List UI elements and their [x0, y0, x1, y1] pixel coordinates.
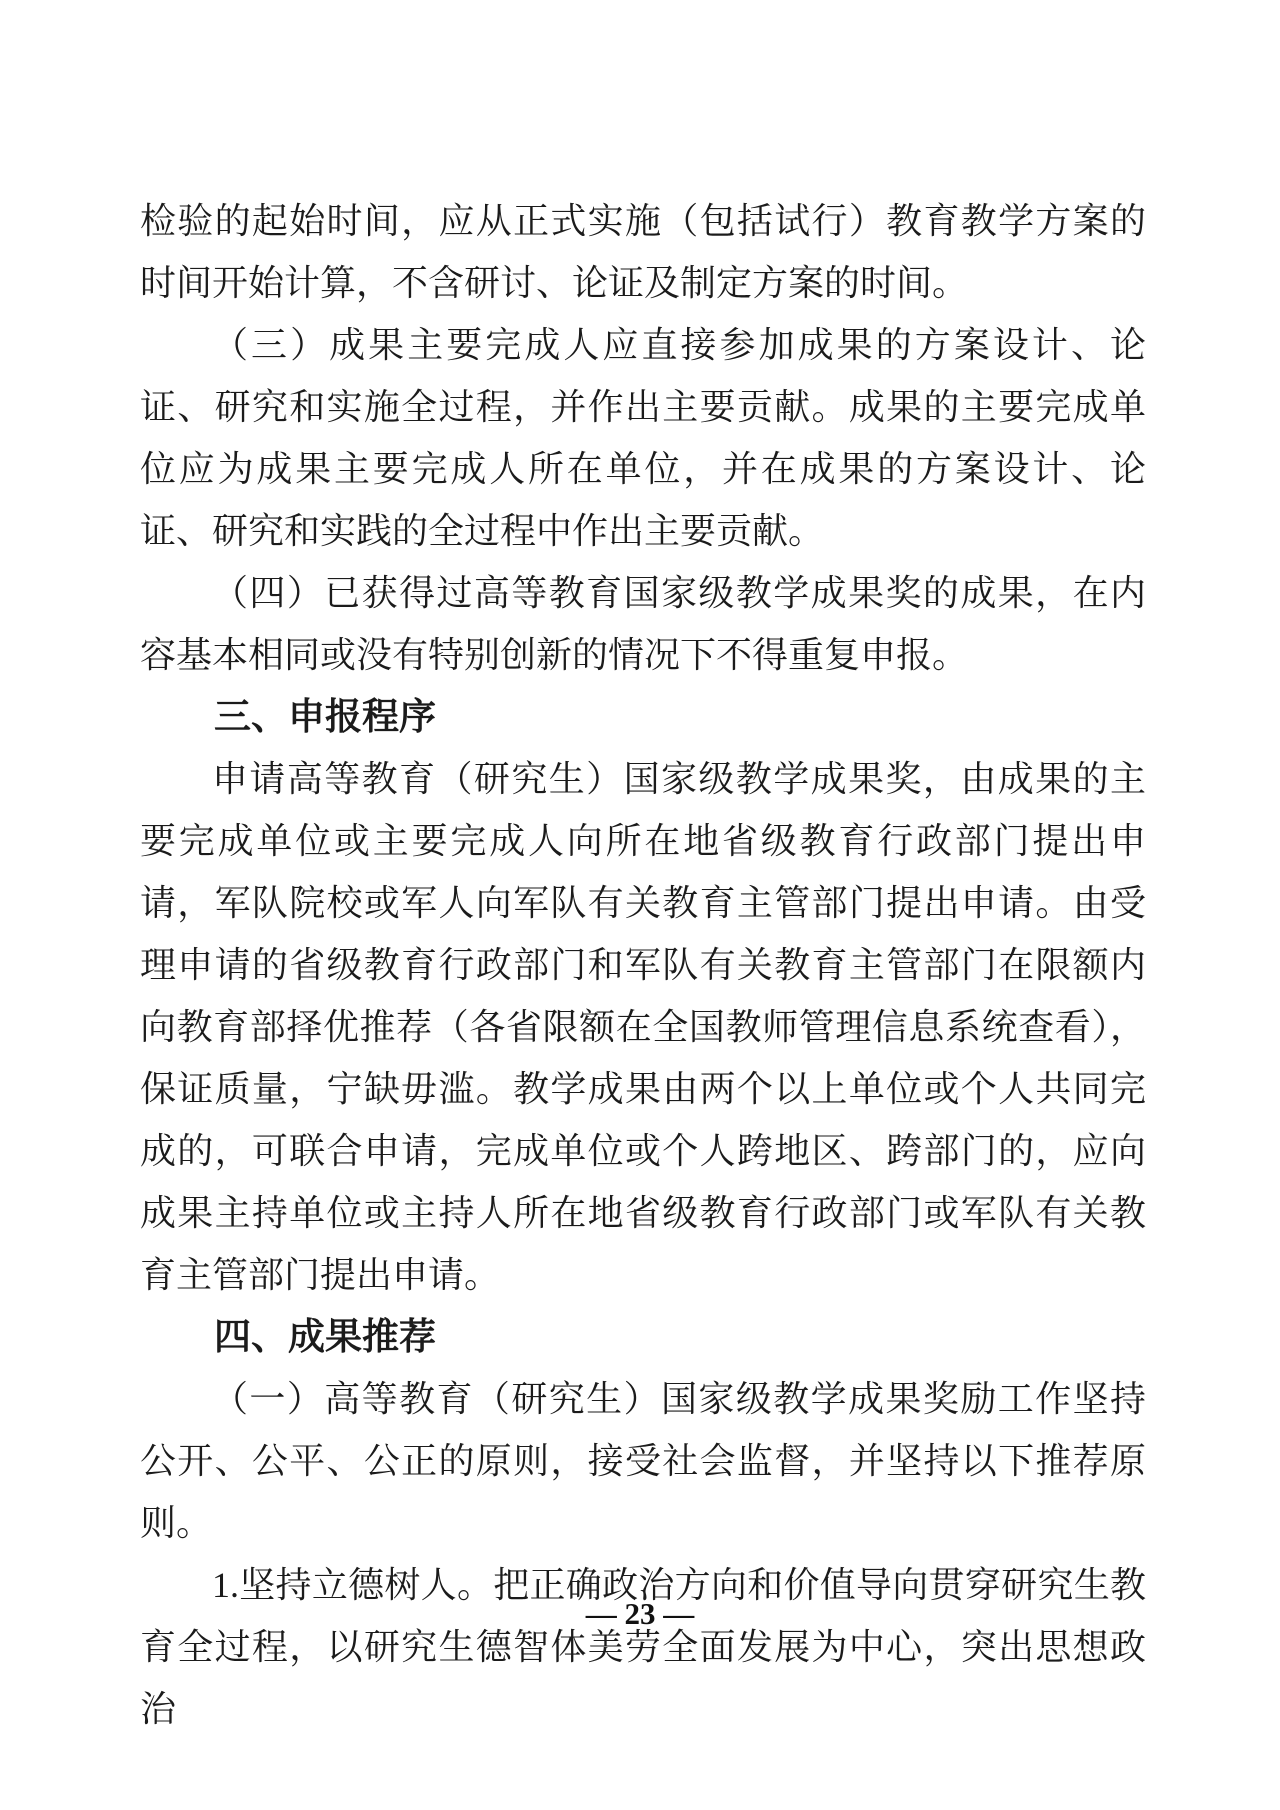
paragraph-continuation: 检验的起始时间，应从正式实施（包括试行）教育教学方案的时间开始计算，不含研讨、论证及制定方案的时间。: [140, 201, 1146, 303]
paragraph-recommendation-principles: （一）高等教育（研究生）国家级教学成果奖励工作坚持公开、公平、公正的原则，接受社会监督，并坚持以下推荐原则。: [140, 1379, 1146, 1543]
section-heading-achievement-recommendation: 四、成果推荐: [214, 1316, 436, 1357]
paragraph-application-procedure: 申请高等教育（研究生）国家级教学成果奖，由成果的主要完成单位或主要完成人向所在地省级教育行政部门提出申请，军队院校或军人向军队有关教育主管部门提出申请。由受理申请的省级教育行政部门和军队有关教育主管部门在限额内向教育部择优推荐（各省限额在全国教师管理信息系统查看），保证质量，宁缺毋滥。教学成果由两个以上单位或个人共同完成的，可联合申请，完成单位或个人跨地区、跨部门的，应向成果主持单位或主持人所在地省级教育行政部门或军队有关教育主管部门提出申请。: [140, 759, 1146, 1295]
paragraph-moral-education: 1.坚持立德树人。把正确政治方向和价值导向贯穿研究生教育全过程，以研究生德智体美劳全面发展为中心，突出思想政治: [140, 1565, 1146, 1729]
document-body: [140, 190, 1146, 1740]
section-heading-application-procedure: 三、申报程序: [214, 696, 436, 737]
paragraph-item-4: （四）已获得过高等教育国家级教学成果奖的成果，在内容基本相同或没有特别创新的情况下不得重复申报。: [140, 573, 1146, 675]
page-number: — 23 —: [585, 1596, 695, 1631]
paragraph-item-3: （三）成果主要完成人应直接参加成果的方案设计、论证、研究和实施全过程，并作出主要贡献。成果的主要完成单位应为成果主要完成人所在单位，并在成果的方案设计、论证、研究和实践的全过程中作出主要贡献。: [140, 325, 1146, 551]
